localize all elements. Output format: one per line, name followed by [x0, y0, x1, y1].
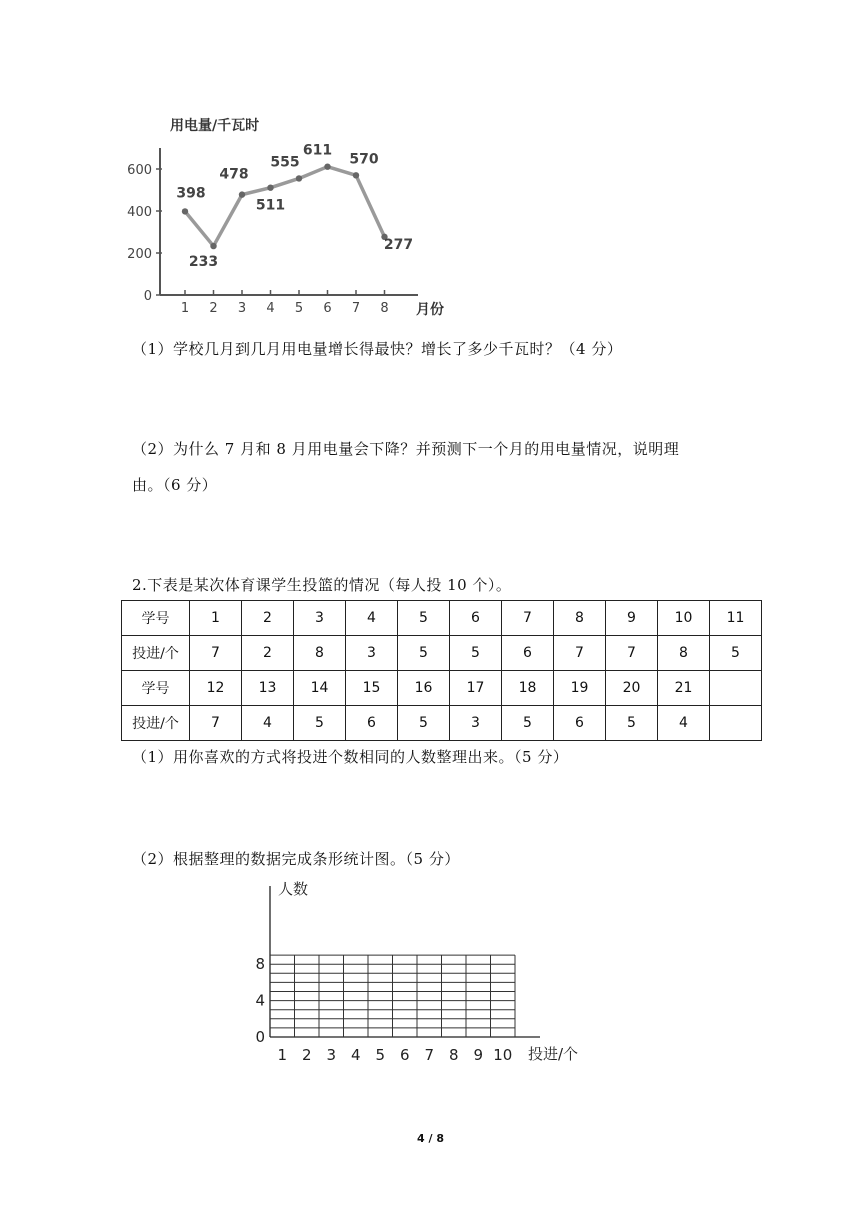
data-label: 277 [383, 236, 414, 253]
x-tick-label: 6 [323, 301, 332, 316]
bar-y-tick-label: 4 [255, 991, 265, 1010]
table-cell: 2 [242, 601, 294, 636]
table-cell: 12 [190, 671, 242, 706]
bar-x-tick-label: 7 [424, 1046, 435, 1064]
table-cell [710, 706, 762, 741]
bar-x-tick-label: 3 [326, 1046, 337, 1064]
table-cell: 5 [450, 636, 502, 671]
bar-x-tick-label: 2 [301, 1046, 312, 1064]
shots-table [121, 600, 762, 741]
table-cell: 5 [606, 706, 658, 741]
x-tick-label: 8 [380, 301, 389, 316]
x-axis-title: 月份 [416, 302, 444, 318]
table-cell: 4 [658, 706, 710, 741]
table-row-header: 学号 [122, 601, 190, 636]
data-point [296, 175, 302, 181]
bar-chart-grid [270, 886, 540, 1037]
bar-x-axis-title: 投进/个 [528, 1045, 579, 1063]
table-cell: 6 [502, 636, 554, 671]
table-cell: 20 [606, 671, 658, 706]
table-row [122, 636, 762, 671]
y-tick-label: 600 [127, 163, 152, 178]
table-cell: 8 [294, 636, 346, 671]
bar-y-axis-title: 人数 [278, 880, 309, 898]
table-cell: 15 [346, 671, 398, 706]
blank-bar-chart [240, 872, 620, 1072]
x-tick-label: 5 [294, 301, 304, 316]
table-cell: 16 [398, 671, 450, 706]
table-row [122, 601, 762, 636]
bar-y-tick-label: 8 [255, 955, 265, 974]
table-cell: 10 [658, 601, 710, 636]
table-cell: 17 [450, 671, 502, 706]
table-cell: 13 [242, 671, 294, 706]
table-cell: 18 [502, 671, 554, 706]
data-label: 398 [176, 185, 206, 202]
table-cell: 5 [502, 706, 554, 741]
x-tick-label: 4 [266, 301, 275, 316]
bar-x-tick-label: 9 [473, 1046, 484, 1064]
y-tick-label: 400 [127, 205, 152, 220]
table-row-header: 学号 [122, 671, 190, 706]
question-1-1: （1）学校几月到几月用电量增长得最快？增长了多少千瓦时？（4 分） [132, 340, 623, 358]
question-2-2: （2）根据整理的数据完成条形统计图。（5 分） [132, 850, 460, 868]
table-cell: 6 [450, 601, 502, 636]
y-tick-label: 0 [143, 289, 152, 304]
table-cell: 14 [294, 671, 346, 706]
data-point [210, 243, 216, 249]
data-point [182, 208, 188, 214]
table-cell: 3 [450, 706, 502, 741]
question-2-heading: 2.下表是某次体育课学生投篮的情况（每人投 10 个）。 [132, 576, 512, 594]
table-row [122, 706, 762, 741]
bar-x-tick-label: 8 [448, 1046, 459, 1064]
data-point [239, 191, 245, 197]
table-cell: 11 [710, 601, 762, 636]
table-row [122, 671, 762, 706]
table-cell: 9 [606, 601, 658, 636]
table-cell: 5 [398, 636, 450, 671]
data-point [353, 172, 359, 178]
data-label: 233 [188, 254, 219, 271]
table-cell: 7 [190, 706, 242, 741]
table-cell: 4 [346, 601, 398, 636]
table-cell: 8 [658, 636, 710, 671]
x-tick-label: 2 [209, 301, 218, 316]
table-row-header: 投进/个 [122, 706, 190, 741]
table-cell: 21 [658, 671, 710, 706]
table-cell: 2 [242, 636, 294, 671]
table-cell: 7 [190, 636, 242, 671]
bar-x-tick-label: 1 [277, 1046, 288, 1064]
y-axis-title: 用电量/千瓦时 [170, 118, 260, 134]
y-tick-label: 200 [127, 247, 152, 262]
table-cell: 5 [294, 706, 346, 741]
page-number: 4 / 8 [417, 1132, 444, 1145]
data-label: 511 [255, 197, 286, 214]
data-point [324, 163, 330, 169]
table-cell: 7 [502, 601, 554, 636]
bar-x-tick-label: 10 [493, 1046, 513, 1064]
line-chart-data-labels [176, 143, 413, 270]
table-cell: 5 [398, 601, 450, 636]
table-cell: 6 [346, 706, 398, 741]
x-tick-label: 3 [237, 301, 247, 316]
table-cell: 7 [554, 636, 606, 671]
bar-x-tick-label: 5 [375, 1046, 386, 1064]
table-cell: 6 [554, 706, 606, 741]
table-row-header: 投进/个 [122, 636, 190, 671]
table-cell: 1 [190, 601, 242, 636]
bar-y-tick-label: 0 [255, 1028, 265, 1046]
electricity-line-chart [120, 108, 460, 323]
bar-x-tick-label: 6 [399, 1046, 410, 1064]
table-cell: 8 [554, 601, 606, 636]
bar-x-tick-label: 4 [350, 1046, 361, 1064]
question-1-2-line1: （2）为什么 7 月和 8 月用电量会下降？并预测下一个月的用电量情况，说明理 [132, 440, 680, 458]
question-2-1: （1）用你喜欢的方式将投进个数相同的人数整理出来。（5 分） [132, 748, 569, 766]
data-point [267, 184, 273, 190]
x-tick-label: 1 [180, 301, 190, 316]
table-cell: 3 [294, 601, 346, 636]
data-label: 611 [302, 142, 333, 159]
data-label: 555 [270, 154, 300, 171]
table-cell: 5 [710, 636, 762, 671]
table-cell: 7 [606, 636, 658, 671]
table-cell: 19 [554, 671, 606, 706]
table-cell [710, 671, 762, 706]
data-label: 570 [349, 151, 379, 168]
x-tick-label: 7 [351, 301, 361, 316]
line-chart-ticks [127, 163, 388, 316]
table-cell: 3 [346, 636, 398, 671]
question-1-2-line2: 由。（6 分） [132, 476, 218, 494]
table-cell: 5 [398, 706, 450, 741]
table-cell: 4 [242, 706, 294, 741]
data-label: 478 [219, 166, 249, 183]
